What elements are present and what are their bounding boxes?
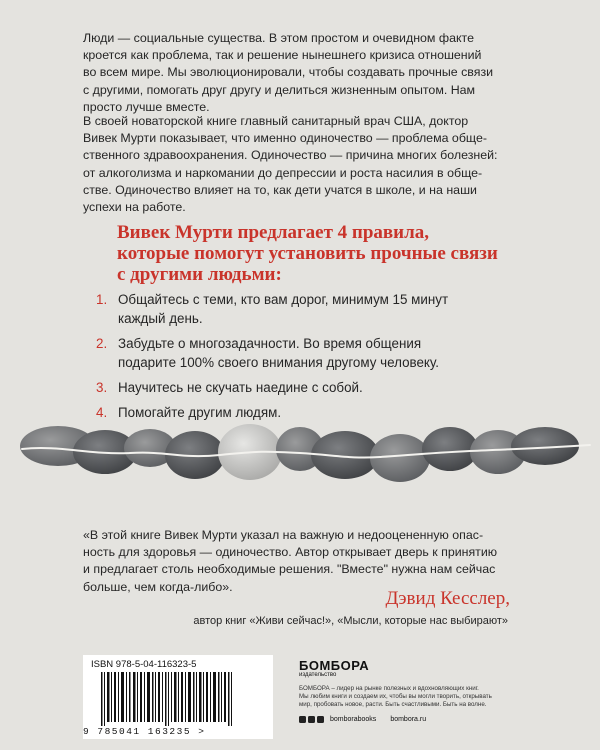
rule-number: 3. (96, 380, 108, 395)
publisher-website-link[interactable]: bombora.ru (390, 716, 427, 723)
barcode-number: 9 785041 163235 > (83, 726, 206, 737)
rule-text: Забудьте о многозадачности. Во время общения подарите 100% своего внимания другому человеку. (118, 336, 440, 370)
stones-illustration (0, 405, 600, 500)
publisher-description: БОМБОРА – лидер на рынке полезных и вдохновляющих книг. Мы любим книги и создаем их, чтобы вы могли творить, открывать мир, пробовать новое, расти. Быть счастливыми. Быть на волне. (299, 685, 492, 708)
rule-item (96, 290, 536, 328)
instagram-icon (308, 716, 315, 723)
isbn-label: ISBN 978-5-04-116323-5 (91, 659, 197, 670)
publisher-links (299, 716, 529, 723)
intro-paragraph-1: Люди — социальные существа. В этом простом и очевидном факте кроется как проблема, так и решение нынешнего кризиса отношений во всем мире. Мы эволюционировали, чтобы создавать прочные связи с другими, помогать друг другу и делиться жизненным опытом. Нам просто лучше вместе. (83, 31, 494, 114)
facebook-icon (299, 716, 306, 723)
rule-item (96, 378, 536, 397)
rule-text: Общайтесь с теми, кто вам дорог, минимум 15 минут каждый день. (118, 292, 449, 326)
vk-icon (317, 716, 324, 723)
rule-number: 4. (96, 405, 108, 420)
quote-author: Дэвид Кесслер, (385, 588, 510, 609)
rules-heading: Вивек Мурти предлагает 4 правила, которые помогут установить прочные связи с другими людьми: (117, 222, 498, 285)
publisher-social-link[interactable]: bomborabooks (330, 716, 377, 723)
rule-number: 1. (96, 292, 108, 307)
stone (422, 427, 478, 471)
review-quote: «В этой книге Вивек Мурти указал на важную и недооцененную опас- ность для здоровья — одиночество. Автор открывает дверь к принятию и предлагает столь необходимые решения. "Вместе" нужна нам сейчас больше, чем когда-либо». (83, 528, 498, 594)
rule-number: 2. (96, 336, 108, 351)
intro-paragraph-2: В своей новаторской книге главный санитарный врач США, доктор Вивек Мурти показывает, что именно одиночество — проблема обще- ственного здравоохранения. Одиночество — причина многих болезней: от алкоголизма и наркомании до депрессии и роста насилия в обще- стве. Одиночество влияет на то, как дети учатся в школе, и на наши успехи на работе. (83, 114, 498, 215)
publisher-block (299, 658, 529, 723)
rule-text: Помогайте другим людям. (118, 405, 282, 420)
rule-item (96, 334, 536, 372)
isbn-barcode-box (83, 655, 273, 739)
quote-author-role: автор книг «Живи сейчас!», «Мысли, которые нас выбирают» (193, 615, 508, 627)
rule-text: Научитесь не скучать наедине с собой. (118, 380, 363, 395)
publisher-logo: БОМБОРА (299, 658, 370, 673)
publisher-subtitle: издательство (299, 672, 337, 678)
